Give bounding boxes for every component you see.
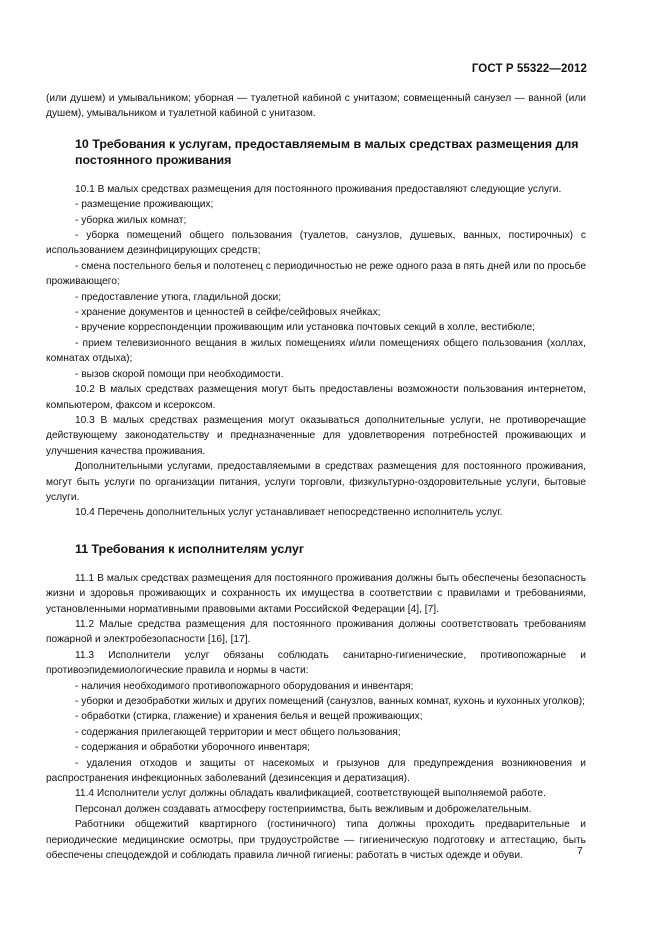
list-item: - содержания и обработки уборочного инвентаря; bbox=[75, 742, 310, 754]
list-item: - уборка жилых комнат; bbox=[75, 214, 187, 226]
paragraph-staff-hospitality: Персонал должен создавать атмосферу гостеприимства, быть вежливым и доброжелательным. bbox=[75, 803, 532, 815]
list-item: - вручение корреспонденции проживающим или установка почтовых секций в холле, вестибюле; bbox=[75, 322, 535, 334]
list-item: - удаления отходов и защиты от насекомых и грызунов для предупреждения возникновения и распространения инфекционных заболеваний (дезинсекция и дератизация). bbox=[46, 757, 586, 785]
paragraph-11-2: 11.2 Малые средства размещения для постоянного проживания должны соответствовать требованиям пожарной и электробезопасности [16], [17]. bbox=[46, 618, 586, 646]
paragraph-11-4: 11.4 Исполнители услуг должны обладать квалификацией, соответствующей выполняемой работе. bbox=[75, 788, 546, 800]
list-item: - размещение проживающих; bbox=[75, 199, 214, 211]
list-item: - обработки (стирка, глажение) и хранения белья и вещей проживающих; bbox=[75, 711, 423, 723]
paragraph-11-1: 11.1 В малых средствах размещения для постоянного проживания должны быть обеспечены безопасность жизни и здоровья проживающих и сохранность их имущества в соответствии с правилами и требованиями, установленными нормативными правовыми актами Российской Федерации [4], [7]. bbox=[46, 572, 586, 615]
list-item: - уборки и дезобработки жилых и других помещений (санузлов, ванных комнат, кухонь и кухонных уголков); bbox=[75, 696, 585, 707]
list-item: - хранение документов и ценностей в сейфе/сейфовых ячейках; bbox=[75, 307, 381, 319]
intro-paragraph: (или душем) и умывальником; уборная — туалетной кабиной с унитазом; совмещенный санузел — ванной (или душем), умывальником и туалетной кабиной с унитазом. bbox=[46, 93, 586, 120]
list-item: - вызов скорой помощи при необходимости. bbox=[75, 368, 284, 380]
paragraph-dormitory-workers: Работники общежитий квартирного (гостиничного) типа должны проходить предварительные и периодические медицинские осмотры, при трудоустройстве — гигиеническую подготовку и аттестацию, быть обеспечены спецодеждой и соблюдать правила личной гигиены: работать в чистых одежде и обуви. bbox=[46, 819, 586, 862]
section-11-heading: 11 Требования к исполнителям услуг bbox=[75, 541, 305, 556]
list-item: - смена постельного белья и полотенец с периодичностью не реже одного раза в пять дней или по просьбе проживающего; bbox=[46, 260, 586, 288]
page-number: 7 bbox=[577, 845, 583, 857]
paragraph-10-1: 10.1 В малых средствах размещения для постоянного проживания предоставляют следующие услуги. bbox=[75, 183, 562, 195]
paragraph-10-4: 10.4 Перечень дополнительных услуг устанавливает непосредственно исполнитель услуг. bbox=[75, 507, 503, 519]
list-item: - наличия необходимого противопожарного оборудования и инвентаря; bbox=[75, 680, 414, 692]
standard-number: ГОСТ Р 55322—2012 bbox=[471, 63, 587, 75]
paragraph-10-2: 10.2 В малых средствах размещения могут быть предоставлены возможности пользования интернетом, компьютером, факсом и ксероксом. bbox=[46, 384, 586, 411]
paragraph-additional-services: Дополнительными услугами, предоставляемыми в средствах размещения для постоянного проживания, могут быть услуги по организации питания, услуги торговли, физкультурно-оздоровительные услуги, бытовые услуги. bbox=[46, 461, 586, 503]
document-body bbox=[46, 91, 586, 863]
section-10-heading: 10 Требования к услугам, предоставляемым в малых средствах размещения для постоянного проживания bbox=[75, 136, 579, 167]
list-item: - содержания прилегающей территории и мест общего пользования; bbox=[75, 726, 401, 738]
list-item: - прием телевизионного вещания в жилых помещениях и/или помещениях общего пользования (холлах, комнатах отдыха); bbox=[46, 337, 586, 365]
paragraph-11-3: 11.3 Исполнители услуг обязаны соблюдать санитарно-гигиенические, противопожарные и противоэпидемиологические правила и нормы в части: bbox=[46, 649, 586, 677]
paragraph-10-3: 10.3 В малых средствах размещения могут оказываться дополнительные услуги, не противоречащие действующему законодательству и предназначенные для удовлетворения потребностей проживающих и улучшения качества проживания. bbox=[46, 414, 586, 457]
list-item: - предоставление утюга, гладильной доски; bbox=[75, 291, 282, 303]
list-item: - уборка помещений общего пользования (туалетов, санузлов, душевых, ванных, постирочных) с использованием дезинфицирующих средств; bbox=[46, 230, 586, 257]
